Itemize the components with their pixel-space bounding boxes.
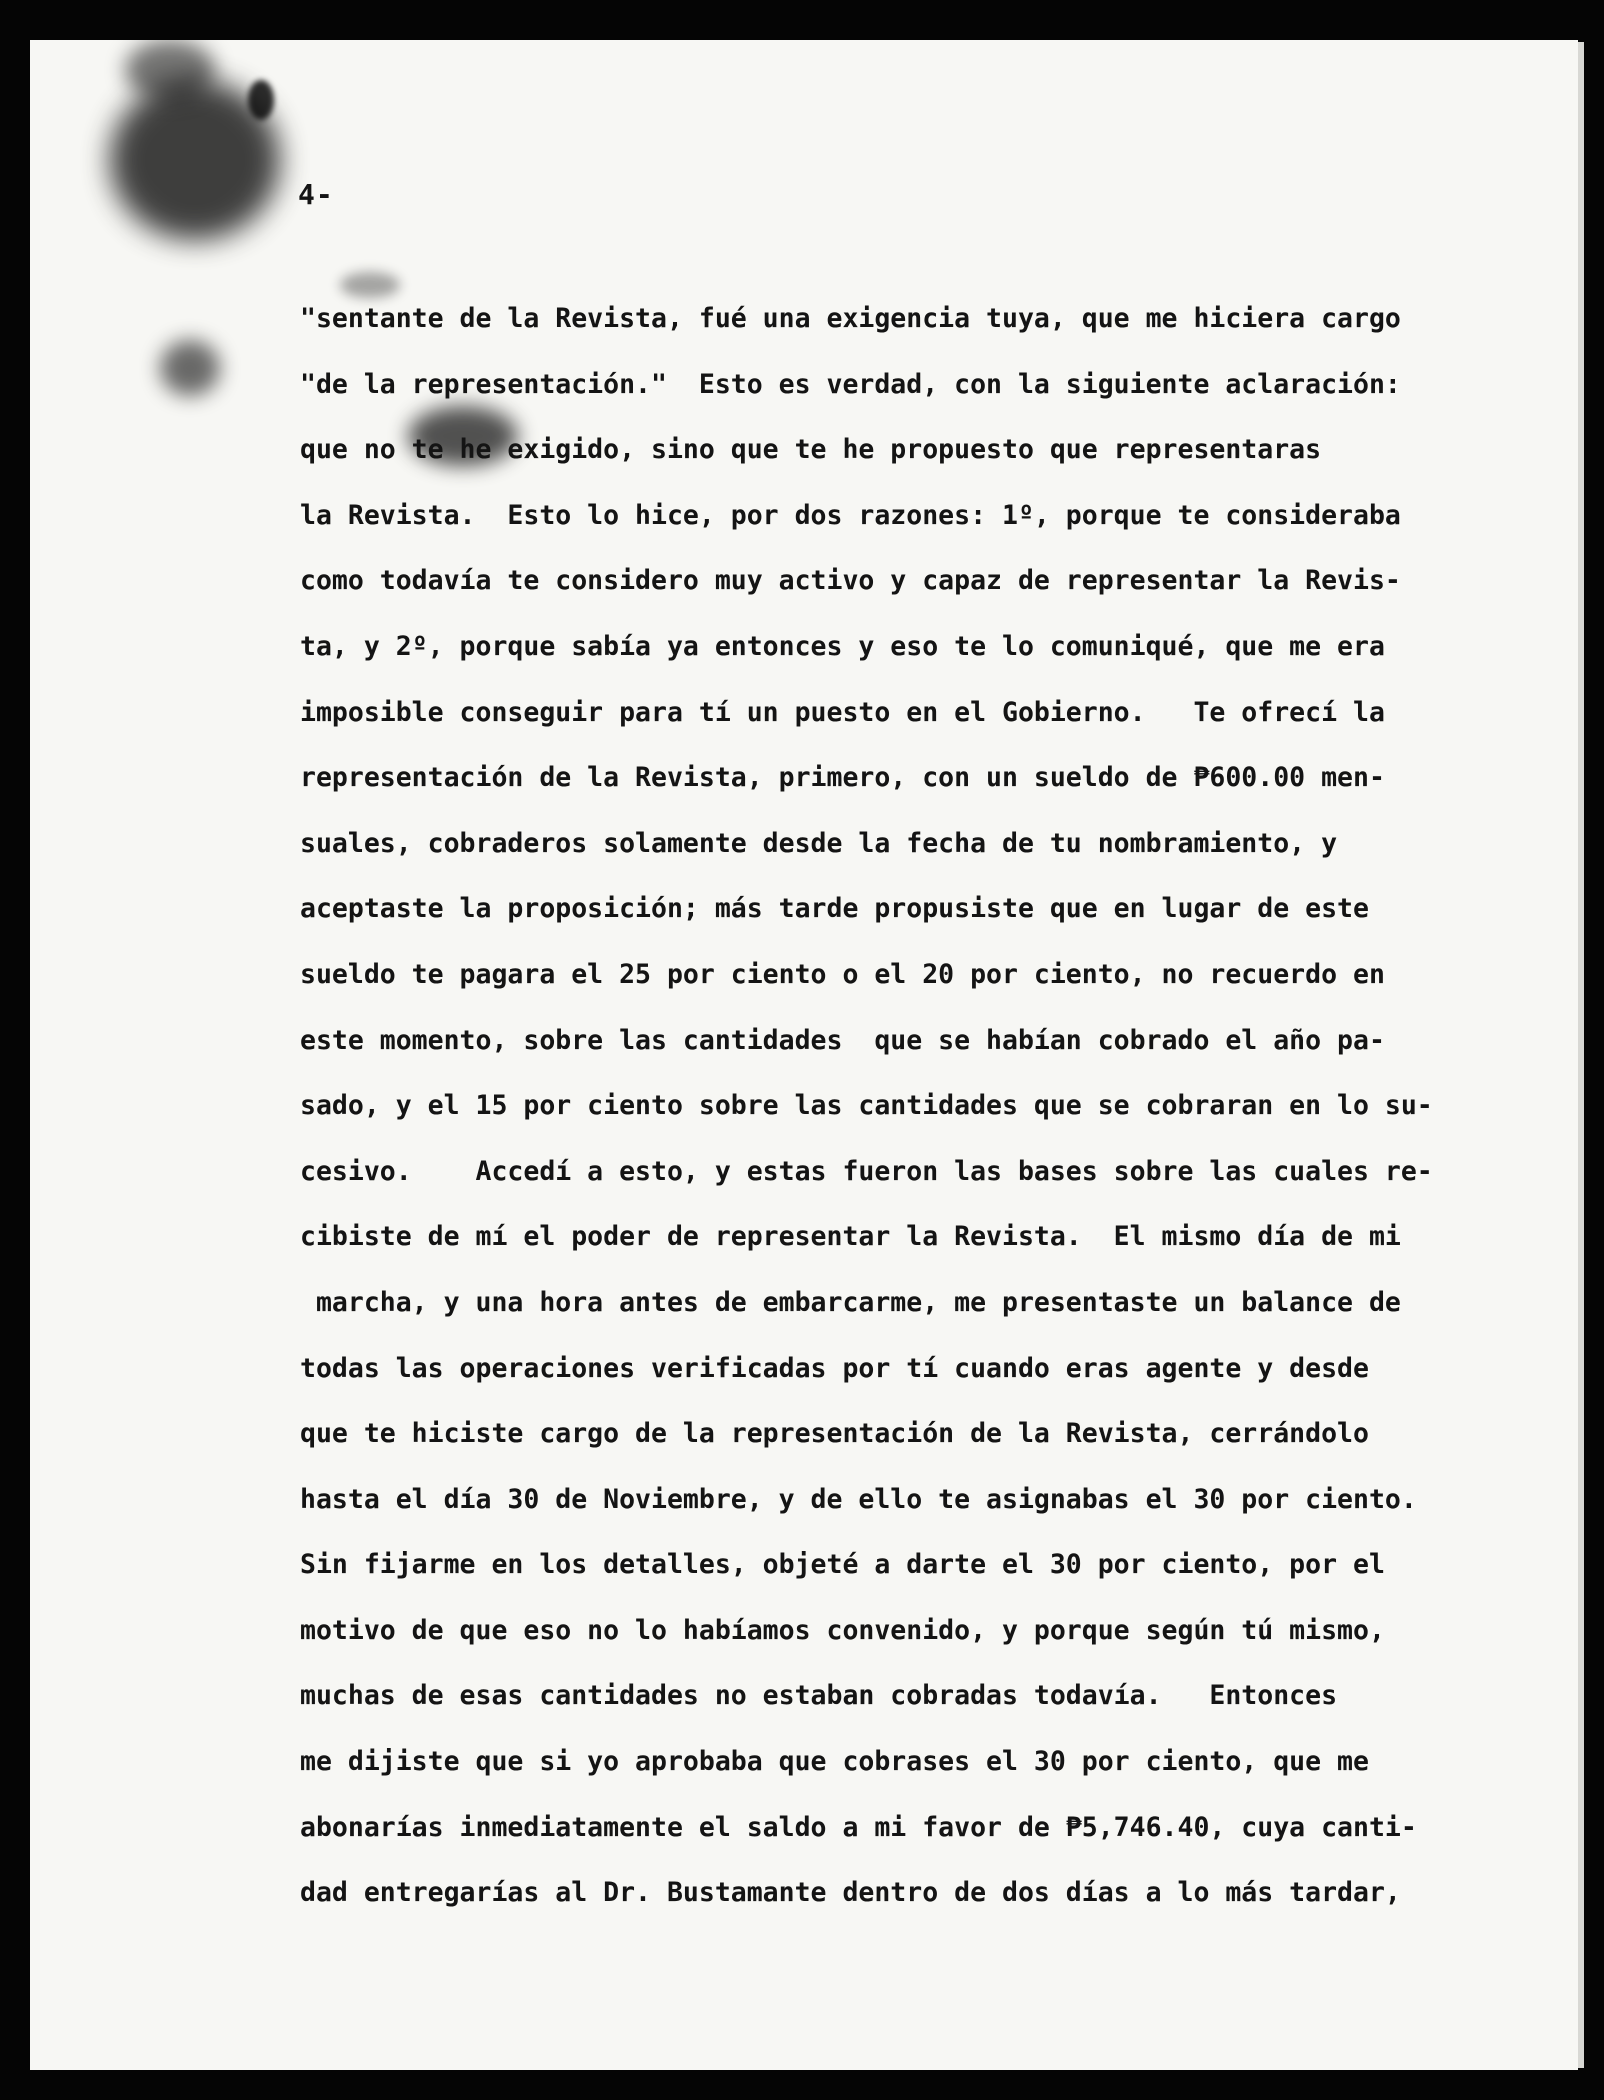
text-line: este momento, sobre las cantidades que se habían cobrado el año pa-: [300, 1024, 1385, 1056]
text-line: hasta el día 30 de Noviembre, y de ello te asignabas el 30 por ciento.: [300, 1483, 1417, 1515]
text-line: representación de la Revista, primero, con un sueldo de ₱600.00 men-: [300, 762, 1385, 794]
text-line: dad entregarías al Dr. Bustamante dentro de dos días a lo más tardar,: [300, 1877, 1401, 1909]
ink-spot-small: [248, 80, 274, 120]
page-number: 4-: [298, 178, 334, 211]
letter-body: [300, 286, 1450, 1926]
ink-spot-side: [160, 340, 220, 396]
text-line: que te hiciste cargo de la representación de la Revista, cerrándolo: [300, 1418, 1369, 1450]
text-line: Sin fijarme en los detalles, objeté a darte el 30 por ciento, por el: [300, 1549, 1385, 1581]
text-line: abonarías inmediatamente el saldo a mi favor de ₱5,746.40, cuya canti-: [300, 1811, 1417, 1843]
ink-stain-top-left: [125, 40, 215, 100]
text-line: ta, y 2º, porque sabía ya entonces y eso te lo comuniqué, que me era: [300, 630, 1385, 662]
text-line: suales, cobraderos solamente desde la fecha de tu nombramiento, y: [300, 827, 1338, 859]
text-line: sado, y el 15 por ciento sobre las cantidades que se cobraran en lo su-: [300, 1090, 1433, 1122]
text-line: aceptaste la proposición; más tarde propusiste que en lugar de este: [300, 893, 1369, 925]
text-line: motivo de que eso no lo habíamos convenido, y porque según tú mismo,: [300, 1614, 1385, 1646]
text-line: cesivo. Accedí a esto, y estas fueron las bases sobre las cuales re-: [300, 1155, 1433, 1187]
typewritten-page: [30, 40, 1578, 2070]
text-line: como todavía te considero muy activo y capaz de representar la Revis-: [300, 565, 1401, 597]
text-line: "de la representación." Esto es verdad, con la siguiente aclaración:: [300, 368, 1401, 400]
text-line: marcha, y una hora antes de embarcarme, me presentaste un balance de: [300, 1286, 1401, 1318]
text-line: muchas de esas cantidades no estaban cobradas todavía. Entonces: [300, 1680, 1338, 1712]
text-line: sueldo te pagara el 25 por ciento o el 20 por ciento, no recuerdo en: [300, 958, 1385, 990]
text-line: imposible conseguir para tí un puesto en el Gobierno. Te ofrecí la: [300, 696, 1385, 728]
text-line: la Revista. Esto lo hice, por dos razones: 1º, porque te consideraba: [300, 499, 1401, 531]
text-line: que no te he exigido, sino que te he propuesto que representaras: [300, 434, 1322, 466]
text-line: "sentante de la Revista, fué una exigencia tuya, que me hiciera cargo: [300, 303, 1401, 334]
text-line: me dijiste que si yo aprobaba que cobrases el 30 por ciento, que me: [300, 1746, 1369, 1778]
text-line: cibiste de mí el poder de representar la Revista. El mismo día de mi: [300, 1221, 1401, 1253]
text-line: todas las operaciones verificadas por tí cuando eras agente y desde: [300, 1352, 1369, 1384]
